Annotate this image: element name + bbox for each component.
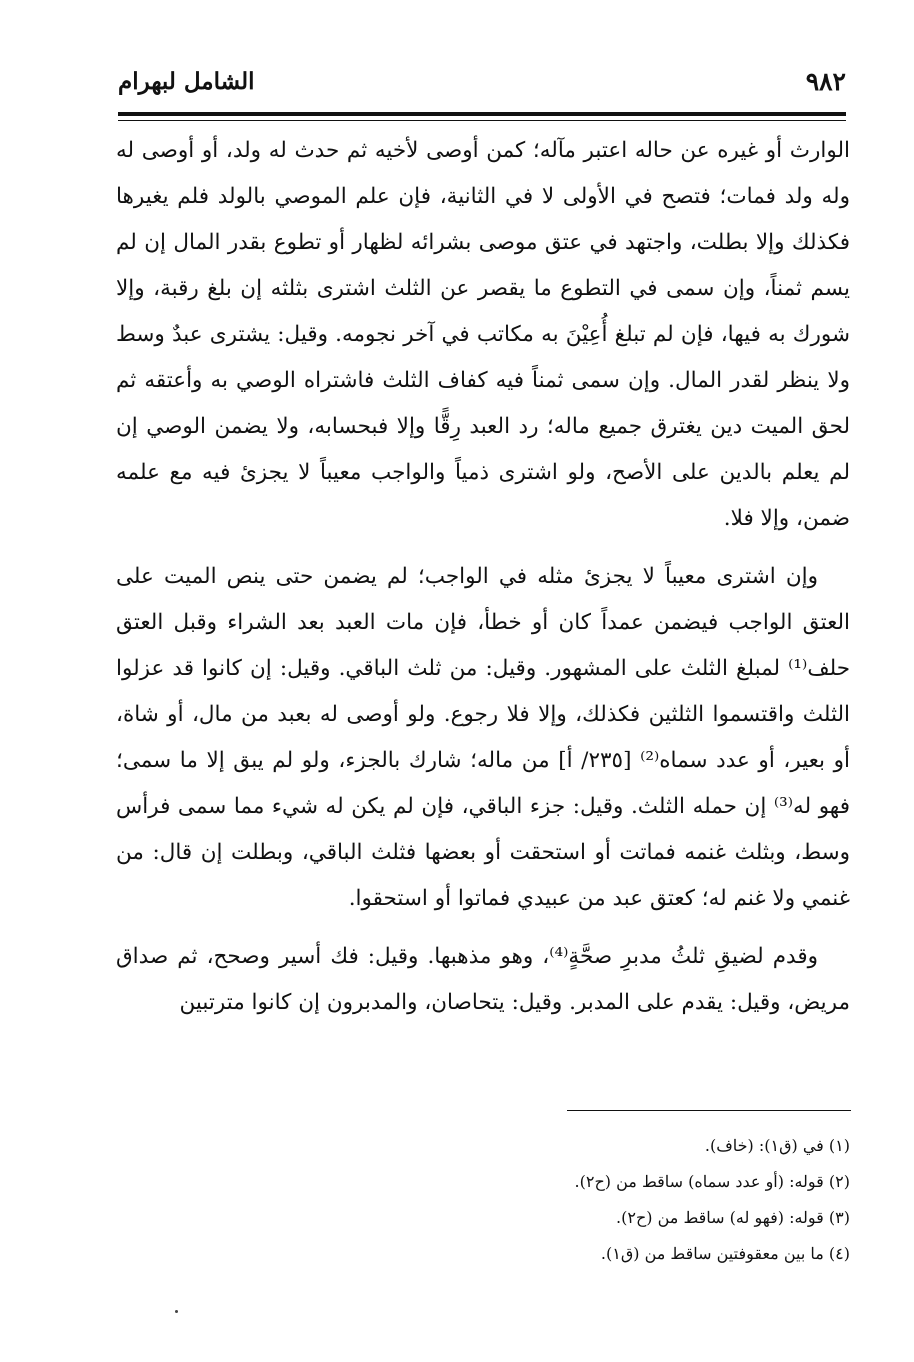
footnote: (٢) قوله: (أو عدد سماه) ساقط من (ح٢).	[574, 1172, 850, 1191]
footnote: (٤) ما بين معقوفتين ساقط من (ق١).	[600, 1244, 850, 1263]
paragraph: وقدم لضيقِ ثلثُ مدبرِ صحَّةٍ⁽⁴⁾، وهو مذهبها. وقيل: فك أسير وصحح، ثم صداق مريض، وقيل: يقدم على المدبر. وقيل: يتحاصان، والمدبرون إن كانوا مترتبين	[116, 944, 850, 1015]
footnotes	[150, 1128, 850, 1272]
page-number: ٩٨٢	[805, 67, 846, 96]
paragraph: وإن اشترى معيباً لا يجزئ مثله في الواجب؛ لم يضمن حتى ينص الميت على العتق الواجب فيضمن عمداً كان أو خطأ، فإن مات العبد بعد الشراء وقبل العتق حلف⁽¹⁾ لمبلغ الثلث على المشهور. وقيل: من ثلث الباقي. وقيل: إن كانوا قد عزلوا الثلث واقتسموا الثلثين فكذلك، وإلا فلا رجوع. ولو أوصى له بعبد من مال، أو شاة، أو بعير، أو عدد سماه⁽²⁾ [٢٣٥/ أ] من ماله؛ شارك بالجزء، ولو لم يبق إلا ما سمى؛ فهو له⁽³⁾ إن حمله الثلث. وقيل: جزء الباقي، فإن لم يكن له شيء مما سمى فرأس وسط، وبثلث غنمه فماتت أو استحقت أو بعضها فثلث الباقي، وبطلت إن قال: من غنمي ولا غنم له؛ كعتق عبد من عبيدي فماتوا أو استحقوا.	[116, 564, 850, 911]
paragraph: الوارث أو غيره عن حاله اعتبر مآله؛ كمن أوصى لأخيه ثم حدث له ولد، أو أوصى له وله ولد فمات؛ فتصح في الأولى لا في الثانية، فإن علم الموصي بالولد فلم يغيرها فكذلك وإلا بطلت، واجتهد في عتق موصى بشرائه لظهار أو تطوع بقدر المال إن لم يسم ثمناً، وإن سمى في التطوع ما يقصر عن الثلث اشترى بثلثه إن بلغ رقبة، وإلا شورك به فيها، فإن لم تبلغ أُعِيْنَ به مكاتب في آخر نجومه. وقيل: يشترى عبدٌ وسط ولا ينظر لقدر المال. وإن سمى ثمناً فيه كفاف الثلث فاشتراه الوصي به وأعتقه ثم لحق الميت دين يغترق جميع ماله؛ رد العبد رِقًّا وإلا فبحسابه، ولا يضمن الوصي إن لم يعلم بالدين على الأصح، ولو اشترى ذمياً والواجب معيباً لا يجزئ فيه مع علمه ضمن، وإلا فلا.	[116, 138, 850, 531]
footnote: (١) في (ق١): (خاف).	[704, 1136, 850, 1155]
book-title: الشامل لبهرام	[118, 68, 255, 95]
footnote: (٣) قوله: (فهو له) ساقط من (ح٢).	[616, 1208, 850, 1227]
header-rule-thin	[118, 120, 846, 121]
running-header	[118, 62, 846, 102]
footnote-separator	[567, 1110, 851, 1111]
main-text	[116, 128, 850, 1026]
scan-speck	[175, 1310, 178, 1313]
header-rule-thick	[118, 112, 846, 116]
